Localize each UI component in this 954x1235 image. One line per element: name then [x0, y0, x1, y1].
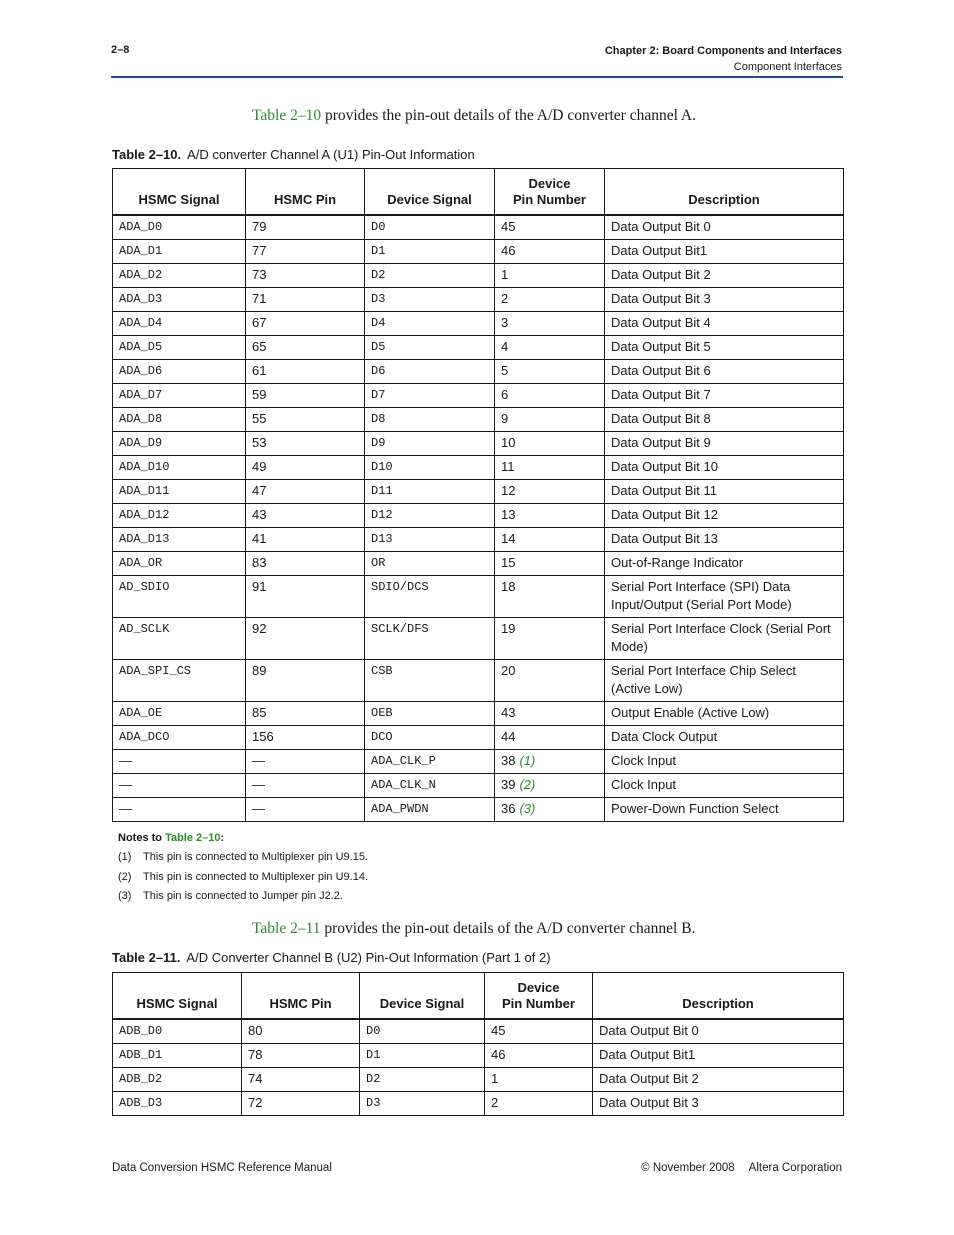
hsmc-pin: 55 [246, 407, 365, 431]
col-hsmc-pin: HSMC Pin [242, 973, 360, 1019]
device-signal: D4 [365, 311, 495, 335]
description: Data Output Bit 12 [605, 503, 844, 527]
table-row [113, 311, 844, 335]
hsmc-signal: ADA_D12 [113, 503, 246, 527]
table-row [113, 1091, 844, 1115]
hsmc-pin: — [246, 797, 365, 821]
device-signal: D2 [365, 263, 495, 287]
description: Out-of-Range Indicator [605, 551, 844, 575]
hsmc-pin: 59 [246, 383, 365, 407]
device-signal: D1 [365, 239, 495, 263]
device-pin: 20 [495, 659, 605, 701]
intro-paragraph-b [252, 920, 695, 938]
page-number: 2–8 [111, 44, 130, 56]
table-header-row [113, 973, 844, 1019]
hsmc-pin: 41 [246, 527, 365, 551]
device-pin: 5 [495, 359, 605, 383]
note-item [118, 868, 368, 887]
device-signal: DCO [365, 725, 495, 749]
table-row [113, 239, 844, 263]
table-row [113, 335, 844, 359]
note-ref-link[interactable]: (2) [519, 776, 536, 792]
device-signal: D9 [365, 431, 495, 455]
device-signal: D10 [365, 455, 495, 479]
table-row [113, 359, 844, 383]
running-header [605, 43, 842, 75]
hsmc-signal: ADB_D1 [113, 1043, 242, 1067]
hsmc-pin: 74 [242, 1067, 360, 1091]
note-ref-link[interactable]: (1) [519, 752, 536, 768]
note-ref-link[interactable]: (3) [519, 800, 536, 816]
description: Data Output Bit 6 [605, 359, 844, 383]
description: Data Output Bit 10 [605, 455, 844, 479]
footer-company: Altera Corporation [748, 1162, 842, 1174]
col-hsmc-pin: HSMC Pin [246, 169, 365, 215]
footer-copyright [641, 1162, 842, 1174]
device-pin-value: 36 [501, 800, 516, 816]
hsmc-signal: — [113, 797, 246, 821]
col-device-signal: Device Signal [360, 973, 485, 1019]
device-signal: ADA_PWDN [365, 797, 495, 821]
description: Data Output Bit 7 [605, 383, 844, 407]
device-pin: 14 [495, 527, 605, 551]
device-pin: 43 [495, 701, 605, 725]
notes-title-suffix: : [220, 832, 225, 844]
device-signal: SDIO/DCS [365, 575, 495, 617]
device-pin [495, 749, 605, 773]
device-pin: 9 [495, 407, 605, 431]
hsmc-signal: ADB_D0 [113, 1019, 242, 1044]
description: Data Output Bit 0 [593, 1019, 844, 1044]
device-signal: D8 [365, 407, 495, 431]
table-row [113, 551, 844, 575]
description: Output Enable (Active Low) [605, 701, 844, 725]
description: Power-Down Function Select [605, 797, 844, 821]
col-device-line2: Pin Number [502, 995, 575, 1011]
pinout-table-channel-a [112, 168, 844, 822]
col-description: Description [593, 973, 844, 1019]
device-pin: 46 [485, 1043, 593, 1067]
hsmc-signal: ADA_OR [113, 551, 246, 575]
device-pin: 12 [495, 479, 605, 503]
hsmc-pin: 91 [246, 575, 365, 617]
device-pin: 2 [495, 287, 605, 311]
table-row [113, 383, 844, 407]
table-row [113, 1067, 844, 1091]
description: Clock Input [605, 773, 844, 797]
description: Data Clock Output [605, 725, 844, 749]
col-device-line2: Pin Number [513, 191, 586, 207]
table-row [113, 263, 844, 287]
table-a-label: Table 2–10. [112, 147, 182, 162]
device-pin: 13 [495, 503, 605, 527]
hsmc-pin: 92 [246, 617, 365, 659]
hsmc-signal: ADA_D2 [113, 263, 246, 287]
description: Data Output Bit 2 [605, 263, 844, 287]
hsmc-pin: 85 [246, 701, 365, 725]
chapter-title: Chapter 2: Board Components and Interfaces [604, 45, 842, 57]
device-signal: D1 [360, 1043, 485, 1067]
device-signal: D13 [365, 527, 495, 551]
table-a-caption [112, 147, 475, 162]
pinout-table-channel-b [112, 972, 844, 1116]
hsmc-pin: 65 [246, 335, 365, 359]
hsmc-pin: 89 [246, 659, 365, 701]
table-2-10-link[interactable]: Table 2–10 [252, 107, 322, 124]
device-pin: 46 [495, 239, 605, 263]
table-header-row [113, 169, 844, 215]
hsmc-signal: — [113, 749, 246, 773]
table-row [113, 287, 844, 311]
table-row [113, 575, 844, 617]
description: Clock Input [605, 749, 844, 773]
description: Serial Port Interface Clock (Serial Port Mode) [605, 617, 844, 659]
section-title: Component Interfaces [733, 61, 842, 73]
table-row [113, 503, 844, 527]
hsmc-signal: — [113, 773, 246, 797]
table-a-notes [118, 829, 368, 906]
device-signal: D6 [365, 359, 495, 383]
table-row [113, 749, 844, 773]
device-pin: 2 [485, 1091, 593, 1115]
table-row [113, 797, 844, 821]
description: Serial Port Interface (SPI) Data Input/Output (Serial Port Mode) [605, 575, 844, 617]
description: Data Output Bit 2 [593, 1067, 844, 1091]
device-signal: D5 [365, 335, 495, 359]
hsmc-pin: 80 [242, 1019, 360, 1044]
device-signal: OR [365, 551, 495, 575]
table-row [113, 773, 844, 797]
description: Data Output Bit 3 [605, 287, 844, 311]
device-pin: 10 [495, 431, 605, 455]
device-signal: D3 [365, 287, 495, 311]
hsmc-signal: ADA_D3 [113, 287, 246, 311]
device-signal: CSB [365, 659, 495, 701]
notes-table-link[interactable]: Table 2–10 [165, 832, 221, 844]
device-signal: D11 [365, 479, 495, 503]
col-device-line1: Device [528, 175, 571, 191]
table-row [113, 725, 844, 749]
table-a-title: A/D converter Channel A (U1) Pin-Out Information [187, 147, 475, 162]
note-text: This pin is connected to Jumper pin J2.2. [143, 889, 343, 902]
device-pin: 6 [495, 383, 605, 407]
hsmc-signal: ADA_D9 [113, 431, 246, 455]
description: Data Output Bit 11 [605, 479, 844, 503]
col-device-pin-number [485, 973, 593, 1019]
footer-date: © November 2008 [641, 1162, 735, 1174]
table-b-title: A/D Converter Channel B (U2) Pin-Out Information (Part 1 of 2) [186, 950, 551, 965]
device-signal: ADA_CLK_N [365, 773, 495, 797]
device-pin: 1 [485, 1067, 593, 1091]
table-row [113, 617, 844, 659]
device-pin: 19 [495, 617, 605, 659]
device-pin: 11 [495, 455, 605, 479]
hsmc-signal: ADA_D7 [113, 383, 246, 407]
note-number: (2) [118, 870, 132, 883]
hsmc-signal: ADA_D6 [113, 359, 246, 383]
col-device-pin-number [495, 169, 605, 215]
description: Data Output Bit1 [605, 239, 844, 263]
device-pin: 45 [495, 215, 605, 240]
col-device-signal: Device Signal [365, 169, 495, 215]
device-pin: 4 [495, 335, 605, 359]
device-pin: 45 [485, 1019, 593, 1044]
hsmc-signal: ADA_D8 [113, 407, 246, 431]
hsmc-pin: 49 [246, 455, 365, 479]
device-signal: D2 [360, 1067, 485, 1091]
hsmc-pin: 83 [246, 551, 365, 575]
table-b-caption [112, 950, 551, 965]
device-signal: D0 [365, 215, 495, 240]
table-row [113, 215, 844, 240]
device-signal: D12 [365, 503, 495, 527]
hsmc-signal: ADB_D2 [113, 1067, 242, 1091]
header-rule [111, 76, 843, 78]
device-signal: D3 [360, 1091, 485, 1115]
notes-title [118, 829, 368, 848]
hsmc-pin: 77 [246, 239, 365, 263]
col-description: Description [605, 169, 844, 215]
note-number: (3) [118, 889, 132, 902]
intro-a-text: provides the pin-out details of the A/D converter channel A. [321, 107, 696, 124]
table-row [113, 527, 844, 551]
description: Data Output Bit 9 [605, 431, 844, 455]
description: Data Output Bit 4 [605, 311, 844, 335]
hsmc-signal: ADA_D11 [113, 479, 246, 503]
hsmc-signal: ADA_DCO [113, 725, 246, 749]
hsmc-pin: 156 [246, 725, 365, 749]
device-pin: 3 [495, 311, 605, 335]
note-item [118, 848, 368, 867]
hsmc-pin: 78 [242, 1043, 360, 1067]
hsmc-pin: 71 [246, 287, 365, 311]
notes-title-prefix: Notes to [118, 832, 166, 844]
hsmc-pin: 73 [246, 263, 365, 287]
device-pin: 1 [495, 263, 605, 287]
note-text: This pin is connected to Multiplexer pin U9.14. [143, 870, 369, 883]
table-row [113, 407, 844, 431]
table-row [113, 455, 844, 479]
device-pin [495, 773, 605, 797]
description: Data Output Bit 3 [593, 1091, 844, 1115]
description: Data Output Bit 8 [605, 407, 844, 431]
note-text: This pin is connected to Multiplexer pin U9.15. [143, 851, 369, 864]
col-hsmc-signal: HSMC Signal [113, 973, 242, 1019]
description: Data Output Bit1 [593, 1043, 844, 1067]
description: Data Output Bit 13 [605, 527, 844, 551]
device-pin: 15 [495, 551, 605, 575]
col-device-line1: Device [517, 979, 560, 995]
description: Serial Port Interface Chip Select (Active Low) [605, 659, 844, 701]
table-row [113, 701, 844, 725]
hsmc-signal: ADA_D1 [113, 239, 246, 263]
table-row [113, 659, 844, 701]
hsmc-signal: ADA_OE [113, 701, 246, 725]
hsmc-pin: 79 [246, 215, 365, 240]
hsmc-signal: ADA_D10 [113, 455, 246, 479]
hsmc-signal: AD_SCLK [113, 617, 246, 659]
hsmc-signal: ADA_D0 [113, 215, 246, 240]
description: Data Output Bit 0 [605, 215, 844, 240]
hsmc-signal: ADA_D4 [113, 311, 246, 335]
table-b-label: Table 2–11. [112, 950, 181, 965]
device-pin: 18 [495, 575, 605, 617]
table-row [113, 1019, 844, 1044]
footer-manual-title: Data Conversion HSMC Reference Manual [112, 1162, 332, 1174]
hsmc-signal: ADB_D3 [113, 1091, 242, 1115]
device-signal: D7 [365, 383, 495, 407]
hsmc-signal: ADA_D5 [113, 335, 246, 359]
device-signal: D0 [360, 1019, 485, 1044]
device-pin-value: 39 [501, 776, 516, 792]
hsmc-signal: AD_SDIO [113, 575, 246, 617]
hsmc-pin: 67 [246, 311, 365, 335]
hsmc-pin: 72 [242, 1091, 360, 1115]
hsmc-pin: 53 [246, 431, 365, 455]
device-pin-value: 38 [501, 752, 516, 768]
note-number: (1) [118, 851, 132, 864]
hsmc-pin: 43 [246, 503, 365, 527]
hsmc-pin: 47 [246, 479, 365, 503]
table-row [113, 1043, 844, 1067]
note-item [118, 887, 368, 906]
device-pin: 44 [495, 725, 605, 749]
device-signal: OEB [365, 701, 495, 725]
hsmc-pin: 61 [246, 359, 365, 383]
device-signal: SCLK/DFS [365, 617, 495, 659]
intro-paragraph-a [252, 107, 696, 125]
table-row [113, 431, 844, 455]
hsmc-signal: ADA_D13 [113, 527, 246, 551]
description: Data Output Bit 5 [605, 335, 844, 359]
col-hsmc-signal: HSMC Signal [113, 169, 246, 215]
hsmc-signal: ADA_SPI_CS [113, 659, 246, 701]
hsmc-pin: — [246, 773, 365, 797]
device-signal: ADA_CLK_P [365, 749, 495, 773]
table-row [113, 479, 844, 503]
table-2-11-link[interactable]: Table 2–11 [252, 920, 321, 937]
hsmc-pin: — [246, 749, 365, 773]
device-pin [495, 797, 605, 821]
intro-b-text: provides the pin-out details of the A/D converter channel B. [320, 920, 696, 937]
